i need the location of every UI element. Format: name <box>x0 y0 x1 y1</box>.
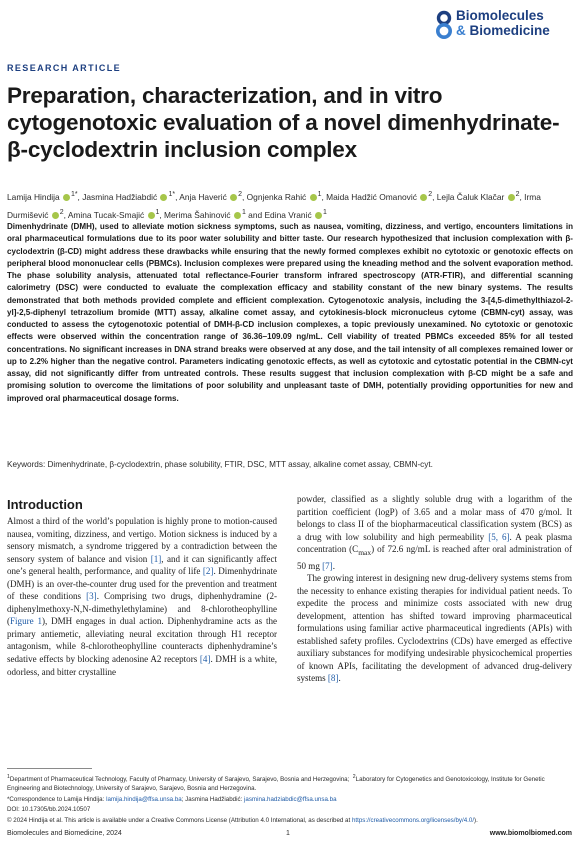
author-name: Merima Šahinović <box>164 209 231 220</box>
section-label: RESEARCH ARTICLE <box>7 63 122 73</box>
author-affiliation-mark: 1* <box>168 191 176 198</box>
author-and: and <box>245 209 265 220</box>
footer-journal: Biomolecules and Biomedicine, 2024 <box>7 830 122 837</box>
citation-link[interactable]: Figure 1 <box>10 616 42 627</box>
citation-link[interactable]: [2] <box>202 566 214 577</box>
footnote-divider <box>7 768 92 769</box>
citation-link[interactable]: [8] <box>327 673 339 684</box>
journal-logo <box>436 8 550 40</box>
author-affiliation-mark: 1* <box>70 191 78 198</box>
citation-link[interactable]: [4] <box>199 654 211 665</box>
author-affiliation-mark: 2 <box>59 208 64 216</box>
orcid-icon[interactable] <box>234 212 241 219</box>
author-name: Edina Vranić <box>264 209 312 220</box>
citation-link[interactable]: [1] <box>150 553 162 564</box>
orcid-icon[interactable] <box>230 194 237 201</box>
author-affiliation-mark: 1 <box>322 208 327 216</box>
license-link[interactable]: https://creativecommons.org/licenses/by/4.0/ <box>351 817 475 824</box>
author-affiliation-mark: 2 <box>515 191 520 198</box>
intro-paragraph-2: The growing interest in designing new drug-delivery systems stems from the necessity to enhance existing therapies for individual patient needs. To expedite the process and minimize costs associated with new drug development, attention has shifted toward improving pharmaceutical formulations using familiar active pharmaceutical ingredients (APIs) with established safety profiles. Cyclodextrins (CDs) have emerged as effective auxiliary substances for modifying undesirable physicochemical properties of known APIs, facilitating the development of advanced drug-delivery systems [8]. <box>297 573 572 684</box>
affiliation-1: Department of Pharmaceutical Technology, Faculty of Pharmacy, University of Sarajevo, Sarajevo, Bosnia and Herzegovina; <box>9 776 350 784</box>
keywords-label: Keywords: <box>7 460 46 469</box>
author-name: Ognjenka Rahić <box>246 191 307 202</box>
abstract: Dimenhydrinate (DMH), used to alleviate motion sickness symptoms, such as nausea, vomiting, dizziness, and vertigo, encounters limitations in oral pharmaceutical formulations due to its poor water solubility and bitter taste. Our research hypothesized that inclusion complexation with β-cyclodextrin (β-CD) might address these drawbacks while ensuring that the newly formed complexes exhibit no cytotoxic or genotoxic effects on peripheral blood mononuclear cells (PBMCs). Inclusion complexes were prepared using the kneading method and the solvent evaporation method. The phase solubility analysis, attenuated total reflectance-Fourier transform infrared spectroscopy (ATR-FTIR), and differential scanning calorimetry (DSC) were conducted to evaluate the complexation efficacy and stability constant of the new binary systems. The results demonstrated that both methods provided complete and efficient complexation. Cytogenotoxic analysis, including the 3-[4,5-dimethylthiazol-2-yl]-2,5-diphenyl tetrazolium bromide (MTT) assay, alkaline comet assay, and cytokinesis-block micronucleus cytome (CBMN-cyt) assay, was conducted to assess the cytogenotoxic potential of DMH-β-CD inclusion complexes, a topic previously unexamined. No cytotoxic or genotoxic effects were observed within the concentration range of 36.36–109.09 ng/mL. Cell viability of treated PBMCs exceeded 85% for all tested concentrations. No significant increases in DNA strand breaks were observed at any dose, and the tail intensity of all complexes remained lower or up to 2.2% higher than the negative control. Parameters indicating genotoxic effects, as well as cytotoxic and cytostatic potential in the CBMN-cyt assay, did not significantly differ from untreated controls. These results suggest that inclusion complexation with β-CD might be a safe and promising solution to overcome the limitations of poor solubility and unpleasant taste of DMH, potentially providing opportunities for new and improved oral pharmaceutical dosage forms. <box>7 222 573 403</box>
author-name: Amina Tucak-Smajić <box>67 209 145 220</box>
email-link-1[interactable]: lamija.hindija@ffsa.unsa.ba <box>106 796 182 803</box>
author-name: Maida Hadžić Omanović <box>326 191 417 202</box>
citation-link[interactable]: [5, 6] <box>488 531 510 542</box>
citation-link[interactable]: [7] <box>322 560 333 571</box>
intro-column-2 <box>297 493 572 685</box>
page-number: 1 <box>286 830 290 837</box>
author-name: Lamija Hindija <box>7 191 60 202</box>
journal-name-line1: Biomolecules <box>456 8 544 23</box>
author-name: Anja Haverić <box>179 191 227 202</box>
author-affiliation-mark: 1 <box>241 208 246 216</box>
email-link-2[interactable]: jasmina.hadziabdic@ffsa.unsa.ba <box>244 796 337 803</box>
orcid-icon[interactable] <box>148 212 155 219</box>
article-title: Preparation, characterization, and in vitro cytogenotoxic evaluation of a novel dimenhydrinate-β-cyclodextrin inclusion complex <box>7 83 560 162</box>
author-affiliation-mark: 1 <box>155 208 160 216</box>
journal-logo-icon <box>436 10 452 40</box>
affiliations: $^1$Department of Pharmaceutical Technology, Faculty of Pharmacy, University of Sarajevo, Sarajevo, Bosnia and Herzegovina; $^2$Laboratory for Cytogenetics and Genotoxicology, Institute for Genetic Engineering and Biotechnology, University of Sarajevo, Sarajevo, Bosnia and Herzegovina. <box>7 774 545 792</box>
author-name: Jasmina Hadžiabdić <box>82 191 158 202</box>
author-name: Irma Durmišević <box>7 191 541 220</box>
author-affiliation-mark: 1 <box>317 191 322 198</box>
orcid-icon[interactable] <box>310 194 317 201</box>
journal-ampersand: & <box>456 23 466 38</box>
orcid-icon[interactable] <box>160 194 167 201</box>
journal-name-line2: Biomedicine <box>469 23 550 38</box>
intro-heading: Introduction <box>7 497 83 512</box>
keywords-text: Dimenhydrinate, β-cyclodextrin, phase solubility, FTIR, DSC, MTT assay, alkaline comet assay, CBMN-cyt. <box>47 460 433 469</box>
author-name: Lejla Čaluk Klačar <box>436 191 505 202</box>
intro-column-1 <box>7 515 277 678</box>
orcid-icon[interactable] <box>420 194 427 201</box>
orcid-icon[interactable] <box>508 194 515 201</box>
correspondence: *Correspondence to Lamija Hindija: lamija.hindija@ffsa.unsa.ba; Jasmina Hadžiabdić: jasmina.hadziabdic@ffsa.unsa.ba <box>7 796 337 803</box>
author-affiliation-mark: 2 <box>238 191 242 198</box>
author-affiliation-mark: 2 <box>428 191 433 198</box>
intro-paragraph-1-cont: powder, classified as a slightly soluble drug with a logarithm of the partition coefficient (logP) of 3.65 and a molar mass of 470 g/mol. It belongs to class II of the biopharmaceutical classification system (BCS) as a drug with low solubility and high permeability [5, 6]. A peak plasma concentration $(C_{max})$ of 72.6 ng/mL is reached after oral administration of 50 mg [7]. <box>297 494 572 571</box>
orcid-icon[interactable] <box>52 212 59 219</box>
doi: DOI: 10.17305/bb.2024.10507 <box>7 806 91 813</box>
affiliation-2: Laboratory for Cytogenetics and Genotoxicology, Institute for Genetic Engineering and Biotechnology, University of Sarajevo, Sarajevo, Bosnia and Herzegovina. <box>7 776 545 792</box>
orcid-icon[interactable] <box>315 212 322 219</box>
license: © 2024 Hindija et al. This article is available under a Creative Commons License (Attribution 4.0 International, as described at https://creativecommons.org/licenses/by/4.0/). <box>7 817 478 824</box>
author-list: Lamija Hindija $^{1*}$, Jasmina Hadžiabdić $^{1*}$, Anja Haverić $^2$, Ognjenka Rahić $^1$, Maida Hadžić Omanović $^2$, Lejla Čaluk Klačar $^2$, Irma Durmišević $^2$, Amina Tucak-Smajić $^1$, Merima Šahinović $^1$ and Edina Vranić $^1$ <box>7 191 541 220</box>
keywords <box>7 460 573 469</box>
correspondence-label: *Correspondence to Lamija Hindija: <box>7 796 105 803</box>
citation-link[interactable]: [3] <box>86 591 97 602</box>
footer-website: www.biomolbiomed.com <box>489 830 572 837</box>
orcid-icon[interactable] <box>63 194 70 201</box>
intro-paragraph-1: Almost a third of the world’s population is highly prone to motion-caused nausea, vomiting, dizziness, and vertigo. Motion sickness is induced by a sensory mismatch, a syndrome triggered by a contradiction between the sensory system of balance and vision [1], and it can significantly affect one’s general health, performance, and quality of life [2]. Dimenhydrinate (DMH) is an over-the-counter drug used for the prevention and treatment of these conditions [3]. Comprising two drugs, diphenhydramine (2-diphenylmethoxy-N,N-dimethylethylamine) and 8-chlorotheophylline (Figure 1), DMH engages in dual action. Diphenhydramine acts as the primary antiemetic, alleviating neural excitation through H1 receptor antagonism, while 8-chlorotheophylline counteracts diphenhydramine’s sedative effects by blocking adenosine A2 receptors [4]. DMH is a white, odorless, and bitter crystalline <box>7 516 278 677</box>
